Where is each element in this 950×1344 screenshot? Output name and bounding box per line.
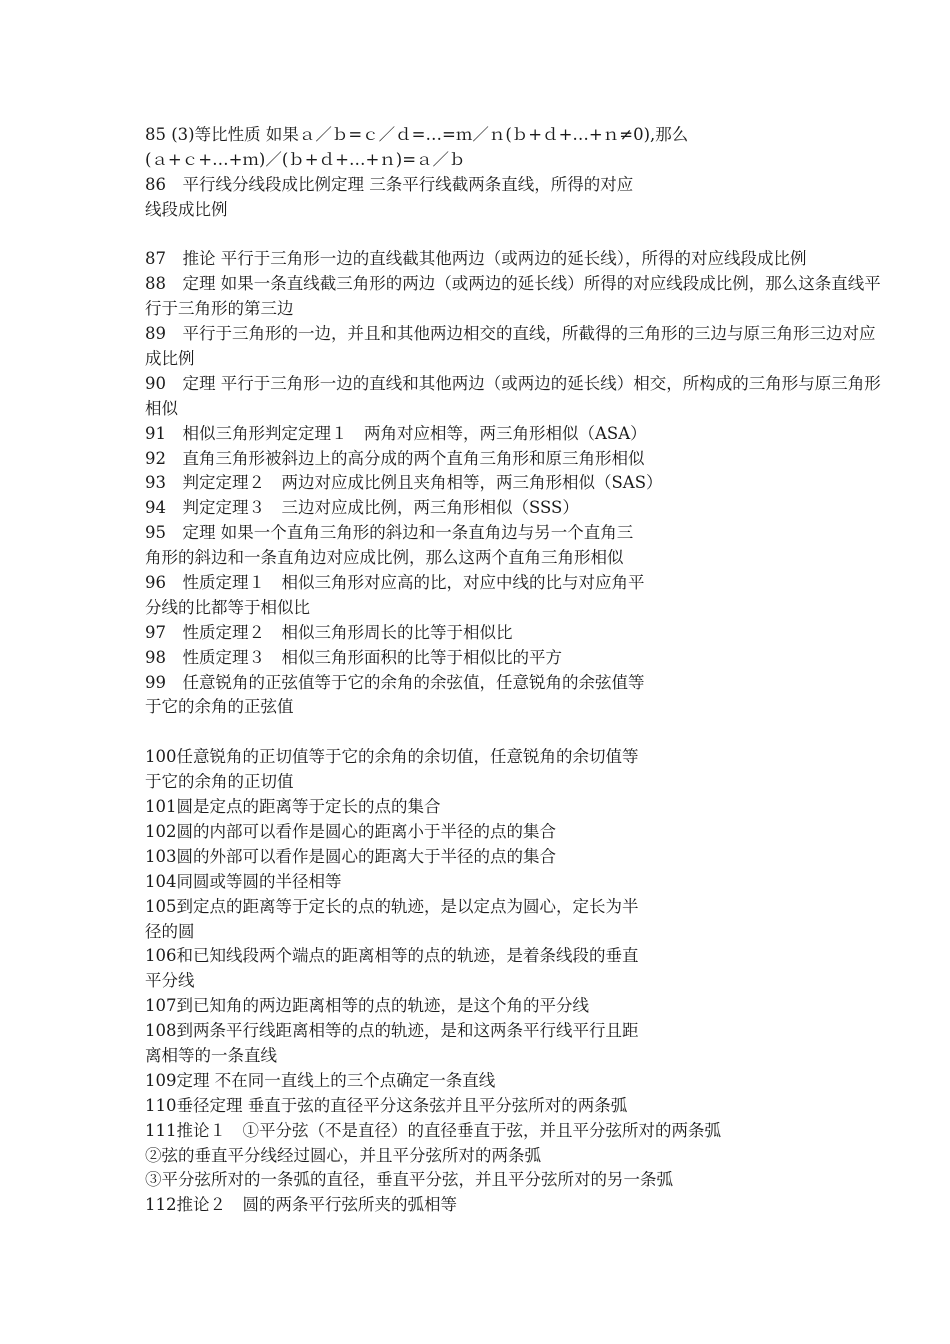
document-body	[145, 123, 950, 1218]
text-line: 角形的斜边和一条直角边对应成比例，那么这两个直角三角形相似	[145, 548, 624, 568]
text-line: 平分线	[145, 971, 195, 991]
text-line: 107到已知角的两边距离相等的点的轨迹，是这个角的平分线	[145, 996, 589, 1016]
text-line: 径的圆	[145, 921, 195, 941]
text-line: 96 性质定理１ 相似三角形对应高的比，对应中线的比与对应角平	[145, 573, 645, 593]
text-line: 98 性质定理３ 相似三角形面积的比等于相似比的平方	[145, 647, 562, 667]
text-line: 100任意锐角的正切值等于它的余角的余切值，任意锐角的余切值等	[145, 747, 639, 767]
text-line: 91 相似三角形判定定理１ 两角对应相等，两三角形相似（ASA）	[145, 423, 647, 443]
blank-line	[145, 720, 950, 745]
text-line: 90 定理 平行于三角形一边的直线和其他两边（或两边的延长线）相交，所构成的三角形与原三角形	[145, 373, 881, 393]
text-line: 相似	[145, 398, 178, 418]
text-line: 88 定理 如果一条直线截三角形的两边（或两边的延长线）所得的对应线段成比例，那么这条直线平	[145, 274, 881, 294]
text-line: 成比例	[145, 349, 195, 369]
blank-line	[145, 223, 950, 248]
text-line: 85 (3)等比性质 如果ａ／ｂ=ｃ／ｄ=…=ｍ／ｎ(ｂ+ｄ+…+ｎ≠0),那么	[145, 125, 689, 144]
text-line: 线段成比例	[145, 199, 228, 219]
text-line: 87 推论 平行于三角形一边的直线截其他两边（或两边的延长线），所得的对应线段成比例	[145, 249, 807, 269]
text-line: 108到两条平行线距离相等的点的轨迹，是和这两条平行线平行且距	[145, 1021, 639, 1041]
text-line: 105到定点的距离等于定长的点的轨迹，是以定点为圆心，定长为半	[145, 896, 639, 916]
text-line: 分线的比都等于相似比	[145, 597, 310, 617]
text-line: 94 判定定理３ 三边对应成比例，两三角形相似（SSS）	[145, 498, 579, 518]
text-line: 102圆的内部可以看作是圆心的距离小于半径的点的集合	[145, 821, 556, 841]
text-line: 97 性质定理２ 相似三角形周长的比等于相似比	[145, 622, 513, 642]
text-line: 于它的余角的正弦值	[145, 697, 294, 717]
text-line: 110垂径定理 垂直于弦的直径平分这条弦并且平分弦所对的两条弧	[145, 1095, 628, 1115]
text-line: 109定理 不在同一直线上的三个点确定一条直线	[145, 1070, 496, 1090]
text-line: 离相等的一条直线	[145, 1045, 277, 1065]
text-line: 95 定理 如果一个直角三角形的斜边和一条直角边与另一个直角三	[145, 523, 634, 543]
text-line: 104同圆或等圆的半径相等	[145, 871, 342, 891]
text-line: ②弦的垂直平分线经过圆心，并且平分弦所对的两条弧	[145, 1145, 541, 1165]
text-line: ③平分弦所对的一条弧的直径，垂直平分弦，并且平分弦所对的另一条弧	[145, 1170, 673, 1190]
text-line: 101圆是定点的距离等于定长的点的集合	[145, 797, 441, 817]
text-line: 行于三角形的第三边	[145, 299, 294, 319]
text-line: 99 任意锐角的正弦值等于它的余角的余弦值，任意锐角的余弦值等	[145, 672, 645, 692]
text-line: 86 平行线分线段成比例定理 三条平行线截两条直线，所得的对应	[145, 174, 634, 194]
text-line: 93 判定定理２ 两边对应成比例且夹角相等，两三角形相似（SAS）	[145, 473, 663, 493]
text-line: 于它的余角的正切值	[145, 772, 294, 792]
text-line: 89 平行于三角形的一边，并且和其他两边相交的直线，所截得的三角形的三边与原三角形三边对应	[145, 324, 876, 344]
text-line: 111推论１ ①平分弦（不是直径）的直径垂直于弦，并且平分弦所对的两条弧	[145, 1120, 721, 1140]
text-line: 92 直角三角形被斜边上的高分成的两个直角三角形和原三角形相似	[145, 448, 645, 468]
text-line: 106和已知线段两个端点的距离相等的点的轨迹，是着条线段的垂直	[145, 946, 639, 966]
text-line: 112推论２ 圆的两条平行弦所夹的弧相等	[145, 1195, 457, 1215]
text-line: 103圆的外部可以看作是圆心的距离大于半径的点的集合	[145, 846, 556, 866]
text-line: (ａ+ｃ+…+ｍ)／(ｂ+ｄ+…+ｎ)=ａ／ｂ	[145, 149, 466, 169]
